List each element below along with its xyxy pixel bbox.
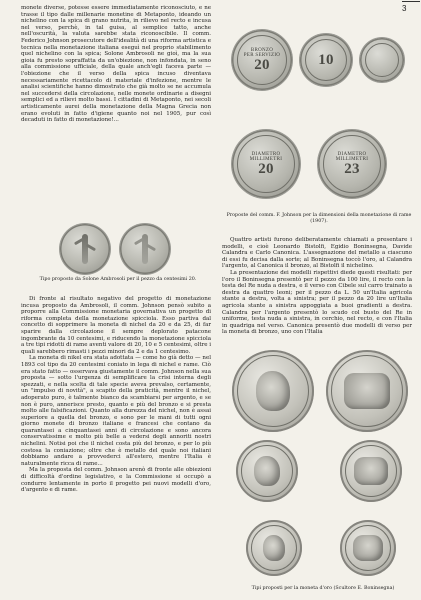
coin-label: 10 — [318, 51, 334, 68]
right-column — [222, 237, 412, 336]
coin-boninsegna-king-large — [232, 350, 314, 432]
coin-johnson-1 — [232, 30, 292, 90]
coin-boninsegna-italia-20 — [340, 520, 396, 576]
coin-boninsegna-king-medium — [236, 440, 298, 502]
paragraph: La moneta di nikel era stata adottata — come ho già detto — nel 1893 col tipo da 20 centesimi coniato in lega di nichel e rame. Ciò era stato fatto — osservava giustamente il comm. Johnson nella sua proposta — sotto l'urgenza di semplificare la crisi interna degli spezzati, e nella scelta di tale specie aveva prevalso, certamente, un "impulso di novità", a scapito della praticità, mentre il nichel, adoperato puro, è talmente bianco da scambiarsi per argento, e se non è puro, annerisce presto, quanto e più del bronzo e si presta molto alle falsificazioni. Quanto alla durezza del nichel, non è assai superiore a quella del bronzo, e sono per le mani di tutti ogni giorno monete di bronzo italiane e francesi che contano da quarantasei a cinquantasei anni di circolazione e sono ancora conservatissime e molto più belle a vedersi degli annoriti nostri nichelini. Notisi poi che il nichel costa più del bronzo, e per lo più costosa la coniazione; oltre che è metallo del quale noi italiani dobbiamo andare a provvederci all'estero, mentre l'Italia è naturalmente ricca di rame... — [21, 355, 211, 467]
coin-johnson-4 — [232, 130, 300, 198]
left-column-bottom — [21, 296, 211, 494]
coin-johnson-5 — [318, 130, 386, 198]
coin-boninsegna-italia-50 — [340, 440, 402, 502]
caption-ambrosoli: Tipo proposto da Solone Ambrosoli per il pezzo da centesimi 20. — [39, 277, 197, 282]
coin-ambrosoli-verso — [120, 224, 170, 274]
coin-label: DIAMETRO MILLIMETRI 20 — [249, 151, 283, 177]
page-number: 3 — [402, 4, 407, 13]
wheat-ear-incuse-icon — [142, 234, 148, 264]
header-rule — [402, 1, 420, 2]
caption-johnson: Proposte del comm. F. Johnson per la dimensioni della monetazione di rame (1907). — [226, 213, 412, 224]
coin-boninsegna-king-small — [246, 520, 302, 576]
paragraph: monete diverse, potesse essere immediatamente riconosciuto, e ne trasse il tipo dalle millenarie monetine di Metaponto, ideando un nichelino con la spica di grano nutrita, in rilievo nel recto e incusa nel verso, perchè, in tal guisa, al semplice tatto, anche nell'oscurità, la valuta sarebbe stata riconoscibile. Il comm. Federico Johnson prosecutore dell'idealità di una riforma artistica e tecnica nella monetazione italiana eseguì nel proprio stabilimento quel nichelino con la spica; Solone Ambrosoli ne gioì, ma la sua gioia fu presto sopraffatta da un'obiezione, non infondata, in seno alla commissione ufficiale, della quale anch'egli faceva parte — l'obiezione che il verso della spica incuso diventava necessariamente ricettacolo di materiale d'infezione, mentre le analisi scientifiche hanno dimostrato che già molto se ne accumula nel succedersi della circolazione, nelle monete ordinarie a disegni semplici ed a rilievi molto bassi. I cittadini di Metaponto, nei secoli artisticamente aurei della monetazione della Magna Grecia non erano evoluti in fatto d'igiene quanto noi nel 1905, pur così decaduti in fatto di monetazione!... — [21, 5, 211, 124]
coin-johnson-2 — [300, 34, 352, 86]
left-column-top — [21, 5, 211, 124]
paragraph: La presentazione dei modelli rispettivi diede questi risultati: per l'oro il Boninsegna presentò per il pezzo da 100 lire, il recto con la testa del Re nuda a destra, e il verso con Cibele sul carro trainato a destra da quattro leoni; per il pezzo da L. 50 un'Italia agricola stante a destra, volta a sinistra; per il pezzo da 20 lire un'Italia agricola stante a sinistra appoggiata a buoi gradienti a destra. Calandra per l'argento presentò lo scudo col busto del Re in uniforme, testa nuda a sinistra, in cerchio, nel recto, e con l'Italia in quadriga nel verso. Canonica presentò due modelli di verso per la moneta di bronzo, uno con l'Italia — [222, 269, 412, 336]
paragraph: Quattro artisti furono deliberatamente chiamati a presentare i modelli, e cioè Leonardo Bistolfi, Egidio Boninsegna, Davide Calandra e Carlo Canonica. L'assegnazione del metallo a ciascuno di essi fu decisa dalla sorte; al Boninsegna toccò l'oro, al Calandra l'argento, al Canonica il bronzo, al Bistolfi il nichelino. — [222, 237, 412, 270]
caption-boninsegna: Tipi proposti per la moneta d'oro (Scultore E. Boninsegna) — [251, 586, 395, 591]
coin-label: BRONZO PER SERVIZIO 20 — [243, 47, 281, 73]
paragraph: Di fronte al risultato negativo del progetto di monetazione incusa proposto da Ambrosoli, il comm. Johnson pensò subito a proporre alla Commissione monetaria governativa un progetto di riforma completa della monetazione spicciola. Esso partiva dal concetto di sopprimere la moneta di nichel da 20 e da 25, di far sparire dalla circolazione il sempre deplorato patacone ingombrante da 10 centesimi, e riducendo la monetazione spicciola a tre tipi ridotti di rame aventi valore di 20, 10 e 5 centesimi, oltre i quali sarebbero rimasti i pezzi minori da 2 e da 1 centesimo. — [21, 296, 211, 355]
paragraph: Ma la proposta del comm. Johnson arenò di fronte alle obiezioni di difficoltà d'ordine legislativo, e la Commissione si occupò a condurre lentamente in porto il progetto pei nuovi modelli d'oro, d'argento e di rame. — [21, 467, 211, 494]
coin-boninsegna-cybele — [326, 350, 408, 432]
coin-label: DIAMETRO MILLIMETRI 23 — [335, 151, 369, 177]
coin-johnson-3 — [360, 38, 404, 82]
wheat-ear-icon — [82, 234, 88, 264]
coin-ambrosoli-recto — [60, 224, 110, 274]
